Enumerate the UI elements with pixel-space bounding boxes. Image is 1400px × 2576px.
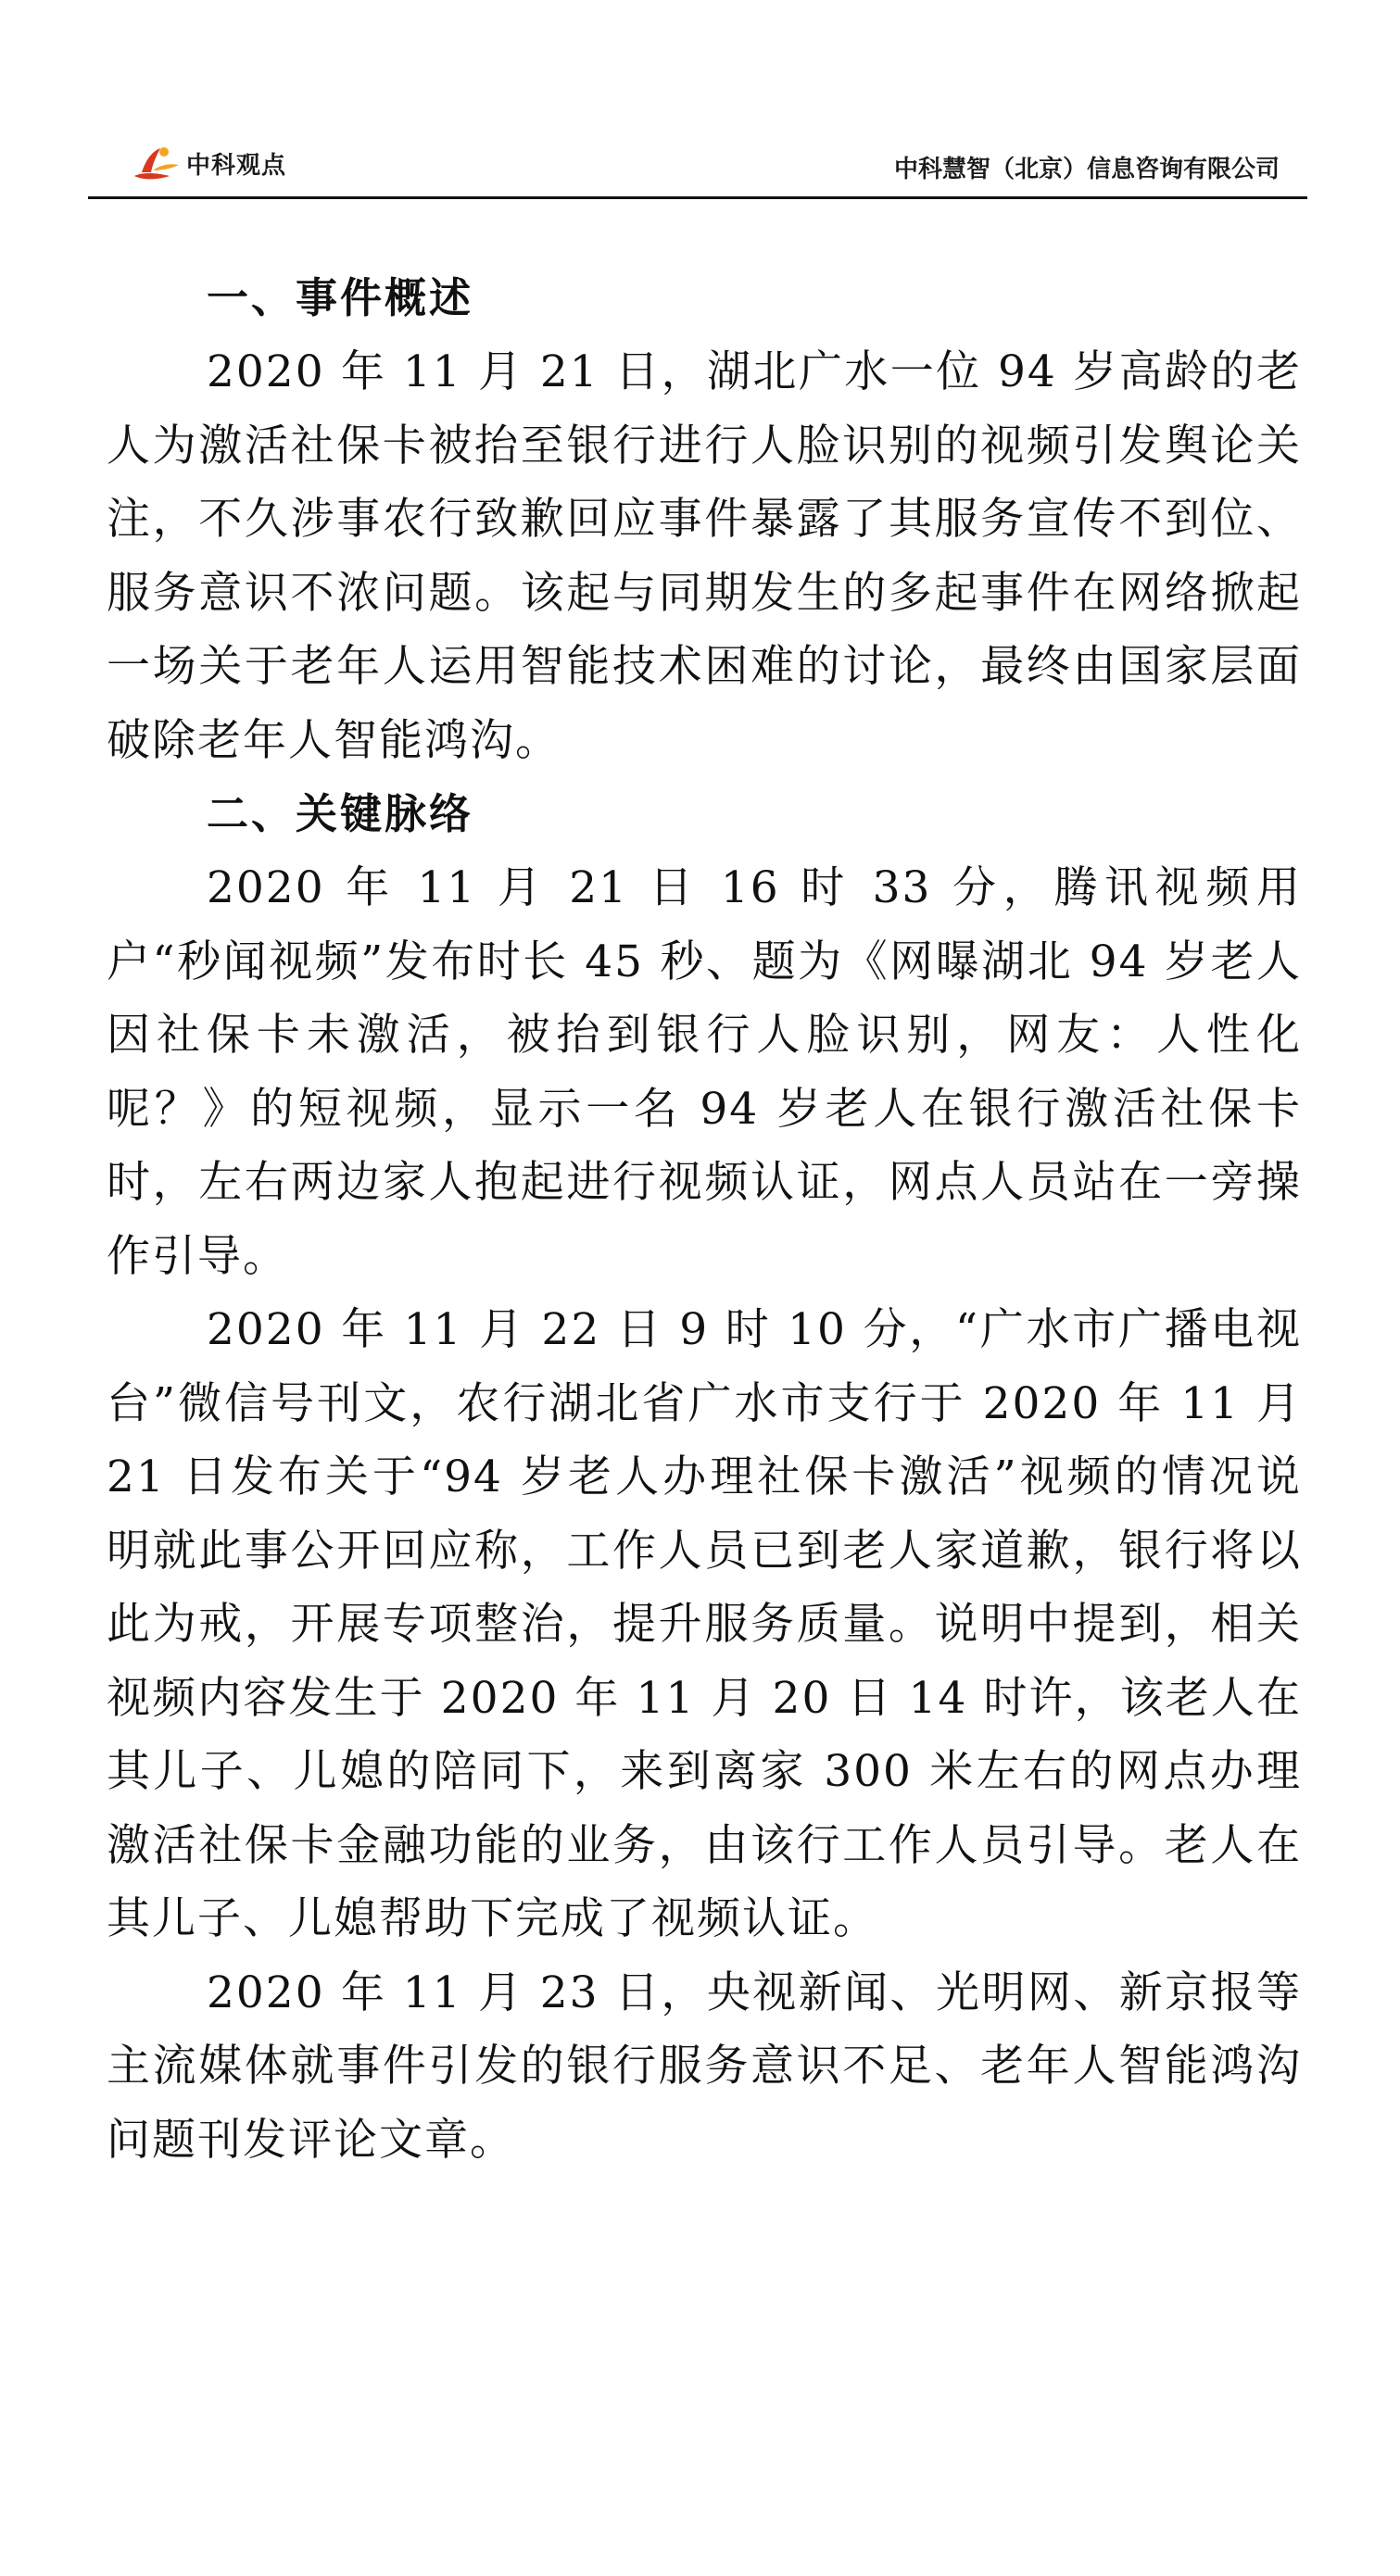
section-heading-overview: 一、事件概述	[207, 273, 474, 322]
brand-logo-icon	[132, 145, 181, 182]
logo	[132, 145, 286, 182]
section-heading-timeline: 二、关键脉络	[207, 789, 474, 838]
paragraph: 2020 年 11 月 22 日 9 时 10 分，“广水市广播电视台”微信号刊文，农行湖北省广水市支行于 2020 年 11 月 21 日发布关于“94 岁老人办理社保卡激活”视频的情况说明就此事公开回应称，工作人员已到老人家道歉，银行将以此为戒，开展专项整治，提升服务质量。说明中提到，相关视频内容发生于 2020 年 11 月 20 日 14 时许，该老人在其儿子、儿媳的陪同下，来到离家 300 米左右的网点办理激活社保卡金融功能的业务，由该行工作人员引导。老人在其儿子、儿媳帮助下完成了视频认证。	[107, 1304, 1302, 1944]
document-body	[107, 261, 1302, 2177]
company-name: 中科慧智（北京）信息咨询有限公司	[893, 156, 1280, 183]
paragraph: 2020 年 11 月 21 日，湖北广水一位 94 岁高龄的老人为激活社保卡被抬至银行进行人脸识别的视频引发舆论关注，不久涉事农行致歉回应事件暴露了其服务宣传不到位、服务意识不浓问题。该起与同期发生的多起事件在网络掀起一场关于老年人运用智能技术困难的讨论，最终由国家层面破除老年人智能鸿沟。	[107, 346, 1302, 766]
page-header	[88, 139, 1307, 199]
paragraph: 2020 年 11 月 23 日，央视新闻、光明网、新京报等主流媒体就事件引发的银行服务意识不足、老年人智能鸿沟问题刊发评论文章。	[107, 1967, 1302, 2166]
paragraph: 2020 年 11 月 21 日 16 时 33 分，腾讯视频用户“秒闻视频”发布时长 45 秒、题为《网曝湖北 94 岁老人因社保卡未激活，被抬到银行人脸识别，网友：人性化呢？》的短视频，显示一名 94 岁老人在银行激活社保卡时，左右两边家人抱起进行视频认证，网点人员站在一旁操作引导。	[107, 862, 1302, 1282]
logo-text: 中科观点	[186, 151, 287, 180]
